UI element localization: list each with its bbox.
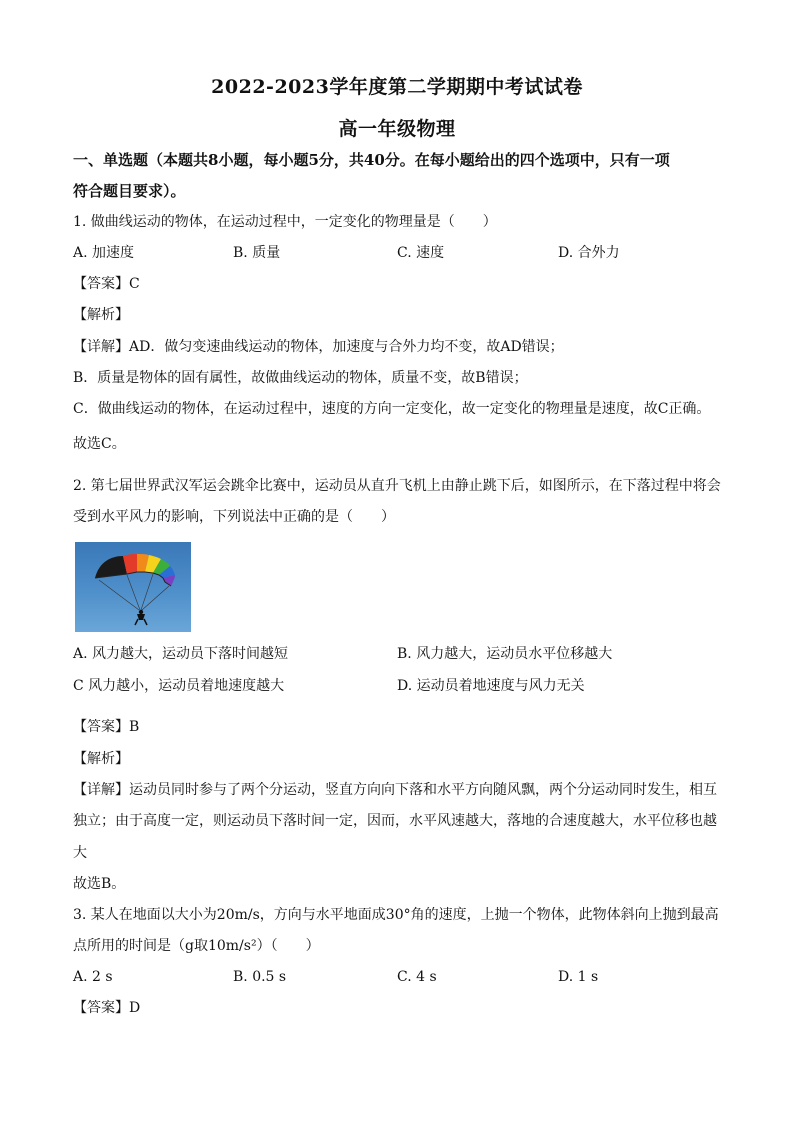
- q1-option-b: B. 质量: [233, 245, 281, 261]
- q2-detail-line: 【详解】运动员同时参与了两个分运动，竖直方向向下落和水平方向随风飘，两个分运动同时发生，相互: [73, 782, 717, 798]
- q3-option-a: A. 2 s: [73, 969, 113, 985]
- parachute-photo: [75, 542, 191, 632]
- q1-answer: 【答案】C: [73, 276, 140, 292]
- section-header-line1: 一、单选题（本题共8小题，每小题5分，共40分。在每小题给出的四个选项中，只有一项: [73, 151, 670, 169]
- exam-title: 2022-2023学年度第二学期期中考试试卷: [211, 76, 583, 98]
- q1-option-c: C. 速度: [397, 245, 445, 261]
- q1-stem: 1. 做曲线运动的物体，在运动过程中，一定变化的物理量是（ ）: [73, 214, 497, 230]
- q2-answer: 【答案】B: [73, 719, 140, 735]
- q3-option-d: D. 1 s: [558, 969, 599, 985]
- q1-analysis-label: 【解析】: [73, 307, 129, 323]
- parachute-lines: [99, 574, 169, 610]
- q1-detail-line: C．做曲线运动的物体，在运动过程中，速度的方向一定变化，故一定变化的物理量是速度，故C正确。: [73, 401, 711, 417]
- q2-option-b: B. 风力越大，运动员水平位移越大: [397, 646, 613, 662]
- q2-stem-line1: 2. 第七届世界武汉军运会跳伞比赛中，运动员从直升飞机上由静止跳下后，如图所示，在下落过程中将会: [73, 478, 721, 494]
- q2-option-d: D. 运动员着地速度与风力无关: [397, 678, 585, 694]
- q2-detail-line: 独立；由于高度一定，则运动员下落时间一定，因而，水平风速越大，落地的合速度越大，水平位移也越: [73, 813, 717, 829]
- q3-stem-line1: 3. 某人在地面以大小为20m/s，方向与水平地面成30°角的速度，上抛一个物体，此物体斜向上抛到最高: [73, 907, 719, 923]
- q2-detail-line: 故选B。: [73, 876, 126, 892]
- q1-detail-line: 【详解】AD．做匀变速曲线运动的物体，加速度与合外力均不变，故AD错误；: [73, 339, 564, 355]
- section-header-line2: 符合题目要求）。: [73, 182, 186, 200]
- q3-stem-line2: 点所用的时间是（g取10m/s²）（ ）: [73, 938, 320, 954]
- q3-option-b: B. 0.5 s: [233, 969, 287, 985]
- q2-option-a: A. 风力越大，运动员下落时间越短: [73, 646, 289, 662]
- q1-option-a: A. 加速度: [73, 245, 135, 261]
- q1-option-d: D. 合外力: [558, 245, 620, 261]
- q2-stem-line2: 受到水平风力的影响，下列说法中正确的是（ ）: [73, 509, 395, 525]
- parachute-illustration: [75, 542, 191, 632]
- q2-analysis-label: 【解析】: [73, 751, 129, 767]
- q3-answer: 【答案】D: [73, 1000, 141, 1016]
- q3-option-c: C. 4 s: [397, 969, 437, 985]
- q2-option-c: C 风力越小，运动员着地速度越大: [73, 678, 285, 694]
- q1-detail-line: B．质量是物体的固有属性，故做曲线运动的物体，质量不变，故B错误；: [73, 370, 528, 386]
- skydiver: [135, 610, 147, 625]
- parachute-canopy: [95, 554, 175, 586]
- exam-subtitle: 高一年级物理: [338, 118, 456, 140]
- q2-detail-line: 大: [73, 845, 87, 861]
- q1-detail-line: 故选C。: [73, 436, 126, 452]
